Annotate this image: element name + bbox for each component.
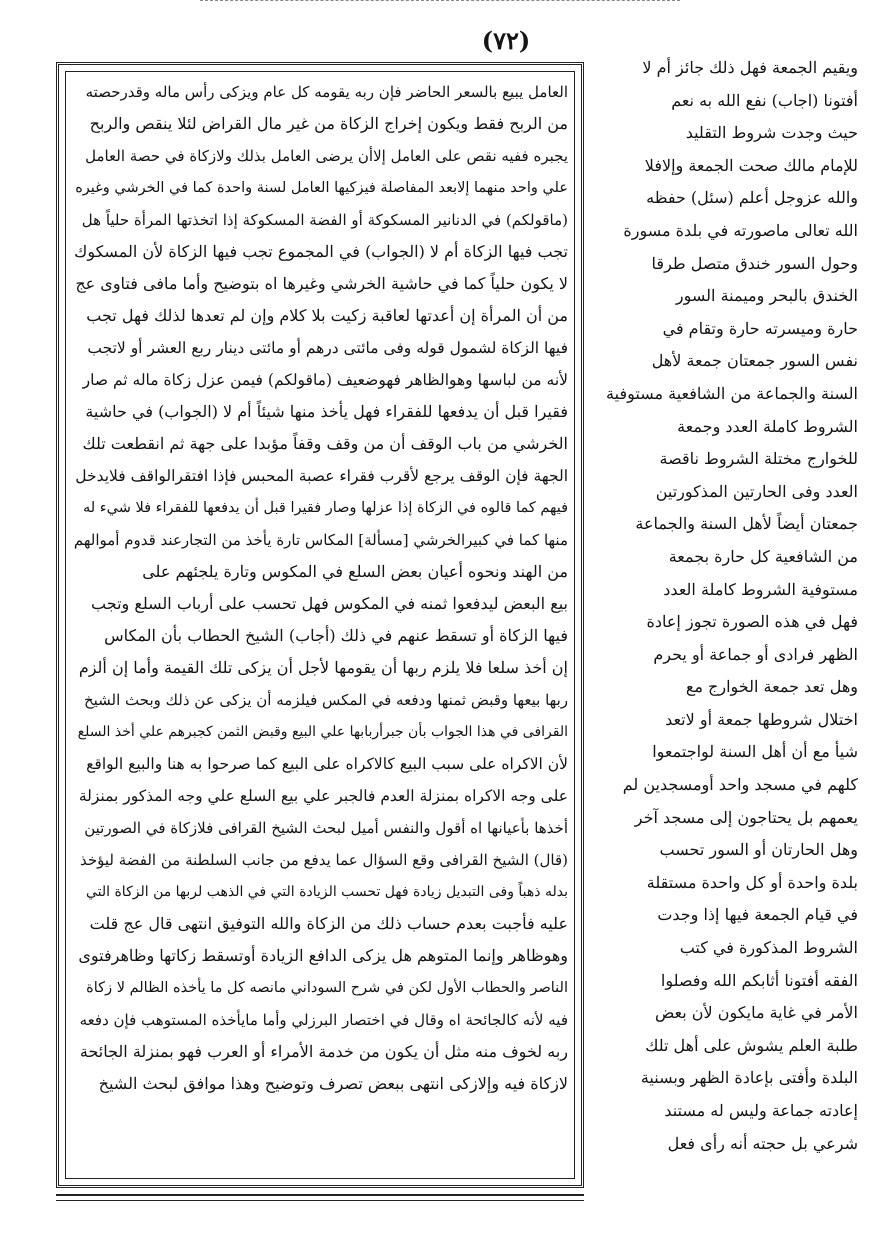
main-text-line: وهوظاهر وإنما المتوهم هل يزكى الدافع الزيادة أوتسقط زكاتها وظاهرفتوى	[78, 946, 568, 965]
main-text-line: يجبره ففيه نقص على العامل إلاأن يرضى العامل بذلك ولازكاة في حصة العامل	[85, 147, 568, 165]
main-text-line: بيع البعض ليدفعوا ثمنه في المكوس فهل تحسب على أرباب السلع وتجب	[91, 594, 568, 613]
main-text-line: فيها الزكاة أو تسقط عنهم في ذلك (أجاب) الشيخ الحطاب بأن المكاس	[104, 626, 568, 645]
main-text-line: على وجه الاكراه بمنزلة العدم فالجبر علي بيع السلع علي وجه المذكور بمنزلة	[78, 787, 568, 805]
main-text-line: فيهم كما قالوه في الزكاة إذا عزلها وصار فقيرا قبل أن يدفعها للفقراء فلا شيء له	[82, 500, 568, 516]
margin-text-line: حيث وجدت شروط التقليد	[685, 123, 858, 143]
margin-text-line: وحول السور خندق متصل طرقا	[651, 253, 858, 273]
margin-text-line: حارة وميسرته حارة وتقام في	[662, 318, 858, 338]
main-text-line: الناصر والحطاب الأول لكن في شرح السوداني مانصه كل ما يأخذه الظالم لا زكاة	[86, 980, 568, 996]
main-text-line: العامل يبيع بالسعر الحاضر فإن ربه يقومه كل عام ويزكى رأس ماله وقدرحصته	[85, 83, 568, 101]
main-text-line: فقيرا قبل أن يدفعها للفقراء فهل يأخذ منها شيئاً أم لا (الجواب) في حاشية	[85, 402, 568, 421]
main-text-line: (ماقولكم) في الدنانير المسكوكة أو الفضة المسكوكة إذا اتخذتها المرأة حلياً هل	[81, 211, 568, 229]
main-text-line: فيه لأنه كالجائحة اه وقال في اختصار البرزلي وأما مايأخذه المستوهب فإن دفعه	[79, 1011, 568, 1029]
margin-text-line: السنة والجماعة من الشافعية مستوفية	[606, 383, 858, 403]
margin-text-line: الخندق بالبحر وميمنة السور	[675, 286, 858, 306]
main-text-line: لا يكون حلياً كما في حاشية الخرشي وغيرها اه بتوضيح وأما مافى فتاوى عج	[75, 274, 568, 293]
main-text-line: الخرشي من باب الوقف أن من وقف وقفاً مؤبدا على جهة ثم انقطعت تلك	[82, 434, 568, 453]
margin-text-line: شرعي بل حجته أنه رأى فعل	[667, 1133, 858, 1153]
main-text-line: فيها الزكاة لشمول قوله وفى مائتى درهم أو مائتى دينار ربع العشر أو لاتجب	[87, 339, 568, 357]
main-text-line: من أن المرأة إن أعدتها لعاقبة زكيت بلا كلام وإن لم تعدها لذلك فهل تجب	[86, 306, 568, 325]
margin-text-column	[594, 52, 858, 1202]
main-text-line: القرافى في هذا الجواب بأن جبرأربابها علي البيع وقبض الثمن كجبرهم علي أخذ السلع	[77, 724, 568, 740]
margin-text-line: أفتونا (اجاب) نفع الله به نعم	[671, 90, 858, 110]
margin-text-line: والله عزوجل أعلم (سئل) حفظه	[646, 188, 858, 208]
main-text-line: علي واحد منهما إلابعد المفاصلة فيزكيها العامل لسنة واحدة كما في الخرشي وغيره	[75, 180, 568, 196]
margin-text-line: اختلال شروطها جمعة أو لاتعد	[665, 709, 858, 729]
margin-text-line: الأمر في غاية مايكون لأن بعض	[654, 1003, 858, 1023]
margin-text-line: الشروط المذكورة في كتب	[679, 938, 858, 958]
margin-text-line: بلدة واحدة أو كل واحدة مستقلة	[646, 872, 858, 892]
top-rule	[200, 0, 680, 5]
margin-text-line: إعادته جماعة وليس له مستند	[664, 1101, 858, 1120]
margin-text-line: كلهم في مسجد واحد أومسجدين لم	[622, 775, 858, 795]
main-text-line: الجهة فإن الوقف يرجع لأقرب فقراء عصبة المحبس فإذا افتقرالواقف فلايدخل	[75, 467, 568, 485]
margin-text-line: للإمام مالك صحت الجمعة وإلافلا	[644, 155, 858, 175]
main-text-line: لأن الاكراه على سبب البيع كالاكراه على البيع كما صرحوا به هنا والبيع الواقع	[86, 755, 568, 773]
margin-text-line: الفقه أفتونا أثابكم الله وفصلوا	[660, 970, 858, 990]
margin-text-line: وهل تعد جمعة الخوارج مع	[685, 677, 858, 697]
main-text-line: تجب فيها الزكاة أم لا (الجواب) في المجموع تجب فيها الزكاة لأن المسكوك	[74, 242, 568, 261]
margin-text-line: الله تعالى ماصورته في بلدة مسورة	[623, 220, 858, 240]
main-text-line: إن أخذ سلعا فلا يلزم ربها أن يقومها لأجل أن يزكى تلك القيمة وأما إن ألزم	[78, 658, 568, 677]
margin-text-line: يعمهم بل يحتاجون إلى مسجد آخر	[634, 807, 858, 827]
margin-text-line: الشروط كاملة العدد وجمعة	[677, 416, 858, 436]
margin-text-line: وهل الحارتان أو السور تحسب	[659, 840, 858, 860]
margin-text-line: الظهر فرادى أو جماعة أو يحرم	[653, 644, 858, 664]
margin-text-line: نفس السور جمعتان جمعة لأهل	[651, 351, 858, 371]
main-text-line: لازكاة فيه وإلازكى انتهى ببعض تصرف وتوضيح وهذا موافق لبحث الشيخ	[98, 1074, 568, 1093]
margin-text-line: طلبة العلم يشوش على أهل تلك	[645, 1035, 858, 1055]
main-text-line: عليه فأجبت بعدم حساب ذلك من الزكاة والله التوفيق انتهى قال عج قلت	[89, 914, 568, 933]
main-text-line: لأنه من لباسها وهوالظاهر فهوضعيف (ماقولكم) فيمن عزل زكاة ماله ثم صار	[82, 371, 568, 389]
main-text-line: أخذها بأعيانها اه أقول والنفس أميل لبحث الشيخ القرافى فلازكاة في الصورتين	[84, 819, 568, 837]
page-number: (٧٢)	[481, 26, 531, 55]
main-text-line: بدله ذهباً وفى التبديل زيادة فهل تحسب الزيادة التي في الذهب لربها من الزكاة التي	[85, 884, 568, 900]
margin-text-line: جمعتان أيضاً لأهل السنة والجماعة	[635, 514, 858, 534]
margin-text-line: شيأ مع أن أهل السنة لواجتمعوا	[652, 742, 858, 762]
bottom-rule	[56, 1194, 584, 1201]
main-text-line: ربه لخوف منه مثل أن يكون من خدمة الأمراء أو العرب فهو بمنزلة الجائحة	[79, 1042, 568, 1061]
margin-text-line: في قيام الجمعة فيها إذا وجدت	[657, 905, 858, 925]
main-text-line: من الربح فقط ويكون إخراج الزكاة من غير مال القراض لئلا ينقص والربح	[89, 114, 568, 133]
margin-text-line: البلدة وأفتى بإعادة الظهر وبسنية	[640, 1068, 858, 1088]
margin-text-line: مستوفية الشروط كاملة العدد	[663, 579, 858, 599]
main-text-line: من الهند ونحوه أعيان بعض السلع في المكوس وتارة يلجئهم على	[142, 562, 568, 581]
margin-text-line: للخوارج مختلة الشروط ناقصة	[659, 449, 858, 469]
main-text-line: (قال) الشيخ القرافى وقع السؤال عما يدفع من جانب السلطنة من الفضة ليؤخذ	[79, 851, 568, 869]
main-text-line: منها كما في كبيرالخرشي [مسألة] المكاس تارة يأخذ من التجارعند قدوم أموالهم	[74, 531, 568, 549]
main-text-column	[74, 76, 568, 1180]
margin-text-line: فهل في هذه الصورة تجوز إعادة	[646, 612, 858, 632]
margin-text-line: من الشافعية كل حارة بجمعة	[668, 546, 858, 566]
margin-text-line: ويقيم الجمعة فهل ذلك جائز أم لا	[642, 58, 858, 77]
margin-text-line: العدد وفى الحارتين المذكورتين	[655, 481, 858, 501]
main-text-line: ربها بيعها وقبض ثمنها ودفعه في المكس فيلزمه أن يزكى عن ذلك وبحث الشيخ	[83, 691, 568, 709]
